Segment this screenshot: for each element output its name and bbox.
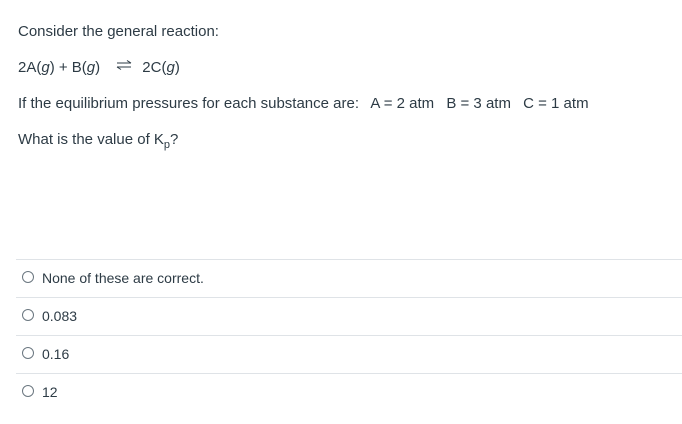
equilibrium-arrows-icon [116, 56, 132, 76]
product-c: 2C( [142, 59, 167, 76]
state-b: g [86, 59, 96, 76]
answer-option[interactable] [16, 373, 682, 411]
reactant-b-close: ) [95, 59, 101, 76]
answer-list [16, 259, 682, 411]
state-c: g [166, 59, 175, 76]
radio-button[interactable] [22, 271, 34, 283]
answer-label[interactable]: 0.083 [42, 308, 78, 324]
radio-button[interactable] [22, 347, 34, 359]
equilibrium-pressures [18, 94, 589, 114]
prompt-subscript: p [163, 139, 171, 151]
answer-label[interactable]: 12 [42, 384, 58, 400]
pressure-b: B = 3 atm [446, 95, 511, 112]
pressure-a: A = 2 atm [370, 95, 435, 112]
answer-label[interactable]: 0.16 [42, 346, 70, 362]
state-a: g [41, 59, 50, 76]
radio-button[interactable] [22, 385, 34, 397]
pressures-lead: If the equilibrium pressures for each substance are: [18, 95, 360, 112]
radio-button[interactable] [22, 309, 34, 321]
reactant-a: 2A( [18, 59, 42, 76]
answer-option[interactable] [16, 335, 682, 373]
question-prompt [18, 130, 178, 150]
reaction-equation [18, 58, 180, 78]
question-intro: Consider the general reaction: [18, 23, 219, 40]
prompt-end: ? [170, 131, 179, 148]
answer-label[interactable]: None of these are correct. [42, 270, 204, 286]
reactant-b: ) + B( [49, 59, 87, 76]
product-close: ) [174, 59, 180, 76]
prompt-text: What is the value of K [18, 131, 164, 148]
answer-option[interactable] [16, 297, 682, 335]
pressure-c: C = 1 atm [523, 95, 589, 112]
answer-option[interactable] [16, 259, 682, 297]
